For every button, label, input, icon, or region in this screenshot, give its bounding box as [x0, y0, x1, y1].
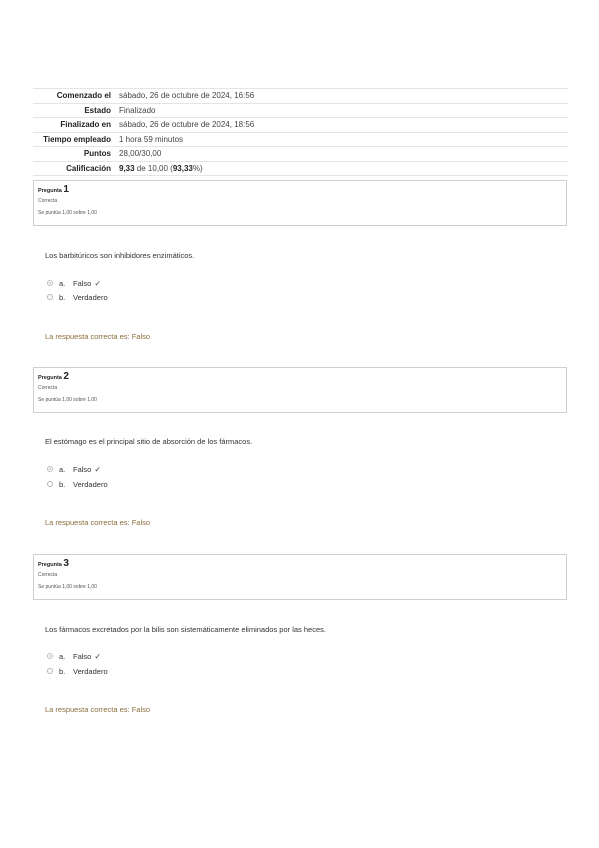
grade-out-of: de 10,00 (: [134, 163, 173, 173]
answer-text: Falso: [73, 651, 92, 661]
summary-label: Tiempo empleado: [33, 132, 116, 147]
question-state: Correcta: [38, 198, 58, 204]
question-number: [38, 559, 562, 570]
summary-value: [116, 161, 568, 176]
summary-value: 28,00/30,00: [116, 147, 568, 162]
question-info-3: [33, 554, 567, 600]
question-info-1: [33, 180, 567, 226]
answer-letter: a.: [59, 651, 66, 661]
question-grade: Se puntúa 1,00 sobre 1,00: [38, 584, 97, 590]
summary-label: Estado: [33, 103, 116, 118]
question-number-value: 2: [63, 371, 69, 382]
attempt-summary-table: [33, 88, 568, 176]
summary-value: sábado, 26 de octubre de 2024, 18:56: [116, 118, 568, 133]
radio-checked-icon[interactable]: [47, 653, 53, 659]
question-grade: Se puntúa 1,00 sobre 1,00: [38, 210, 97, 216]
answer-text: Verdadero: [73, 479, 108, 489]
answer-option-b[interactable]: [47, 665, 108, 677]
question-grade: Se puntúa 1,00 sobre 1,00: [38, 397, 97, 403]
question-number: [38, 185, 562, 196]
summary-row-state: [33, 103, 568, 118]
answer-letter: b.: [59, 479, 66, 489]
right-answer-feedback: La respuesta correcta es: Falso: [45, 332, 151, 341]
radio-unchecked-icon[interactable]: [47, 481, 53, 487]
answer-option-b[interactable]: [47, 478, 108, 490]
question-text-1: Los barbitúricos son inhibidores enzimáticos.: [45, 251, 195, 260]
question-state: Correcta: [38, 385, 58, 391]
summary-label: Finalizado en: [33, 118, 116, 133]
question-label: Pregunta: [38, 562, 62, 568]
answer-text: Falso: [73, 464, 92, 474]
question-text-3: Los fármacos excretados por la bilis son sistemáticamente eliminados por las heces.: [45, 625, 326, 634]
summary-row-started: [33, 89, 568, 104]
answer-option-a[interactable]: [47, 277, 101, 289]
summary-value: sábado, 26 de octubre de 2024, 16:56: [116, 89, 568, 104]
check-icon: ✓: [94, 278, 102, 288]
answer-option-a[interactable]: [47, 650, 101, 662]
radio-unchecked-icon[interactable]: [47, 668, 53, 674]
answer-letter: a.: [59, 278, 66, 288]
check-icon: ✓: [94, 651, 102, 661]
summary-label: Puntos: [33, 147, 116, 162]
grade-score: 9,33: [119, 163, 135, 173]
radio-checked-icon[interactable]: [47, 280, 53, 286]
answer-option-b[interactable]: [47, 291, 108, 303]
grade-percent: 93,33: [172, 163, 193, 173]
summary-row-points: [33, 147, 568, 162]
answer-letter: a.: [59, 464, 66, 474]
right-answer-feedback: La respuesta correcta es: Falso: [45, 705, 151, 714]
answer-text: Verdadero: [73, 666, 108, 676]
question-text-2: El estómago es el principal sitio de absorción de los fármacos.: [45, 437, 253, 446]
summary-label: Calificación: [33, 161, 116, 176]
radio-checked-icon[interactable]: [47, 466, 53, 472]
right-answer-feedback: La respuesta correcta es: Falso: [45, 518, 151, 527]
question-label: Pregunta: [38, 188, 62, 194]
summary-label: Comenzado el: [33, 89, 116, 104]
question-info-2: [33, 367, 567, 413]
answer-letter: b.: [59, 666, 66, 676]
answer-text: Falso: [73, 278, 92, 288]
summary-row-finished: [33, 118, 568, 133]
question-number-value: 1: [63, 184, 69, 195]
summary-row-grade: [33, 161, 568, 176]
radio-unchecked-icon[interactable]: [47, 294, 53, 300]
check-icon: ✓: [94, 464, 102, 474]
summary-value: 1 hora 59 minutos: [116, 132, 568, 147]
summary-row-time-taken: [33, 132, 568, 147]
answer-option-a[interactable]: [47, 463, 101, 475]
question-label: Pregunta: [38, 375, 62, 381]
summary-value: Finalizado: [116, 103, 568, 118]
answer-letter: b.: [59, 292, 66, 302]
grade-close: %): [192, 163, 203, 173]
question-state: Correcta: [38, 572, 58, 578]
question-number: [38, 372, 562, 383]
answer-text: Verdadero: [73, 292, 108, 302]
question-number-value: 3: [63, 558, 69, 569]
